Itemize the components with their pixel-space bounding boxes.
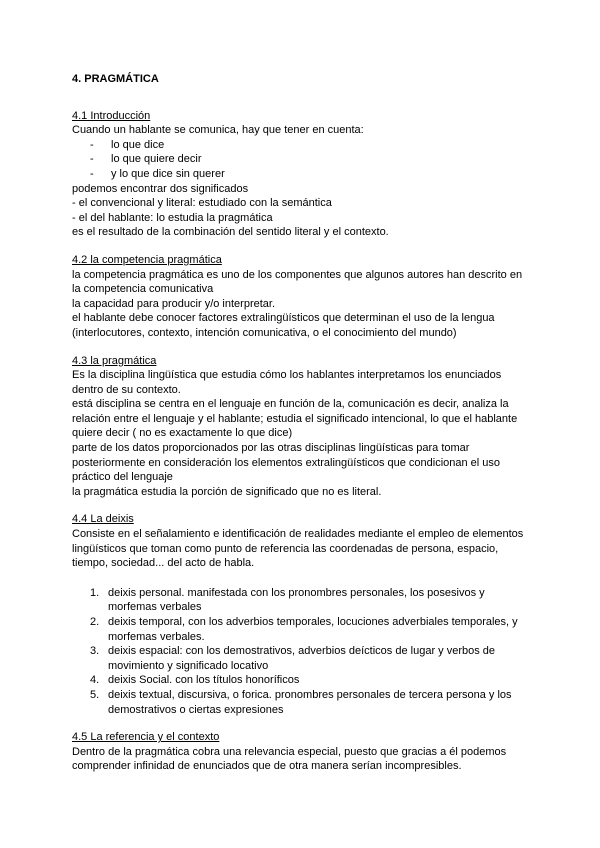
paragraph: - el convencional y literal: estudiado con la semántica xyxy=(72,197,332,210)
numbered-list xyxy=(72,586,532,717)
paragraph: parte de los datos proporcionados por las otras disciplinas lingüísticas para tomar posteriormente en consideración los elementos extralingüísticos que condicionan el uso práctico del lenguaje xyxy=(72,442,501,484)
section-heading: 4.4 La deixis xyxy=(72,513,134,526)
page-title: 4. PRAGMÁTICA xyxy=(72,73,159,85)
paragraph: está disciplina se centra en el lenguaje en función de la, comunicación es decir, analiza la relación entre el lenguaje y el hablante; estudia el significado intencional, lo que el hablante quiere decir ( no es exactamente lo que dice) xyxy=(72,398,518,440)
list-item-text: deixis personal. manifestada con los pronombres personales, los posesivos y morfemas verbales xyxy=(108,586,485,614)
list-item: - y lo que dice sin querer xyxy=(72,167,532,182)
list-item-text: deixis temporal, con los adverbios temporales, locuciones adverbiales temporales, y morfemas verbales. xyxy=(108,616,518,643)
section-competencia xyxy=(72,253,532,341)
section-heading: 4.3 la pragmática xyxy=(72,354,157,367)
list-item: - lo que dice xyxy=(72,138,532,153)
list-item xyxy=(72,688,532,717)
list-item xyxy=(72,586,532,615)
list-item-text: deixis Social. con los títulos honoríficos xyxy=(108,674,300,687)
list-number: 3. xyxy=(90,645,100,658)
paragraph: Es la disciplina lingüística que estudia cómo los hablantes interpretamos los enunciados dentro de su contexto. xyxy=(72,369,502,396)
section-introduccion xyxy=(72,109,532,240)
paragraph: Cuando un hablante se comunica, hay que tener en cuenta: xyxy=(72,124,364,137)
document-page xyxy=(72,72,532,774)
paragraph: Consiste en el señalamiento e identificación de realidades mediante el empleo de elementos lingüísticos que toman como punto de referencia las coordenadas de persona, espacio, tiempo, sociedad... del acto de habla. xyxy=(72,528,524,570)
section-heading: 4.2 la competencia pragmática xyxy=(72,253,222,266)
list-item xyxy=(72,673,532,688)
list-item xyxy=(72,644,532,673)
list-item xyxy=(72,615,532,644)
paragraph: la capacidad para producir y/o interpretar. xyxy=(72,297,276,310)
section-deixis xyxy=(72,512,532,717)
paragraph: Dentro de la pragmática cobra una relevancia especial, puesto que gracias a él podemos comprender infinidad de enunciados que de otra manera serían incompresibles. xyxy=(72,745,507,773)
list-number: 4. xyxy=(90,674,100,687)
dash-list xyxy=(72,138,532,182)
list-item: - lo que quiere decir xyxy=(72,152,532,167)
paragraph: la pragmática estudia la porción de significado que no es literal. xyxy=(72,485,382,498)
section-heading: 4.5 La referencia y el contexto xyxy=(72,731,220,744)
list-number: 2. xyxy=(90,616,100,628)
list-number: 1. xyxy=(90,586,100,599)
paragraph: el hablante debe conocer factores extralingüísticos que determinan el uso de la lengua (interlocutores, contexto, intención comunicativa, o el conocimiento del mundo) xyxy=(72,312,495,339)
list-item-text: deixis textual, discursiva, o forica. pronombres personales de tercera persona y los demostrativos o ciertas expresiones xyxy=(108,688,512,716)
section-heading: 4.1 Introducción xyxy=(72,109,151,122)
paragraph: la competencia pragmática es uno de los componentes que algunos autores han descrito en la competencia comunicativa xyxy=(72,268,523,296)
section-referencia xyxy=(72,730,532,774)
section-pragmatica xyxy=(72,354,532,500)
list-number: 5. xyxy=(90,688,100,701)
paragraph: podemos encontrar dos significados xyxy=(72,182,249,195)
list-item-text: deixis espacial: con los demostrativos, adverbios deícticos de lugar y verbos de movimiento y significado locativo xyxy=(108,645,496,672)
paragraph: es el resultado de la combinación del sentido literal y el contexto. xyxy=(72,226,389,239)
paragraph: - el del hablante: lo estudia la pragmática xyxy=(72,211,273,224)
